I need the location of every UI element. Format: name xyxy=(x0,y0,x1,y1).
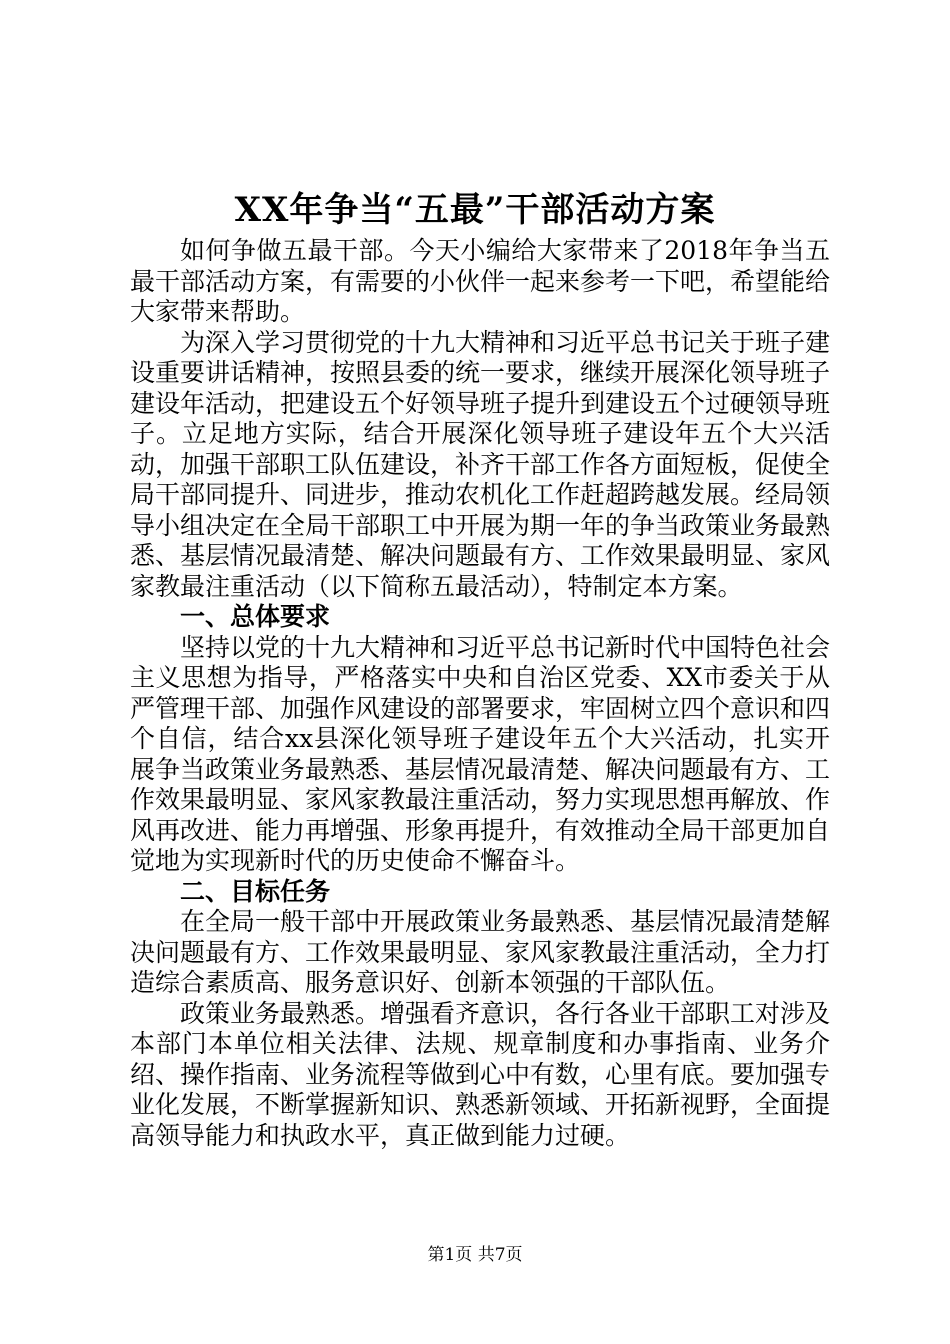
paragraph-background: 为深入学习贯彻党的十九大精神和习近平总书记关于班子建设重要讲话精神，按照县委的统一要求，继续开展深化领导班子建设年活动，把建设五个好领导班子提升到建设五个过硬领导班子。立足地方实际，结合开展深化领导班子建设年五个大兴活动，加强干部职工队伍建设，补齐干部工作各方面短板，促使全局干部同提升、同进步，推动农机化工作赶超跨越发展。经局领导小组决定在全局干部职工中开展为期一年的争当政策业务最熟悉、基层情况最清楚、解决问题最有方、工作效果最明显、家风家教最注重活动（以下简称五最活动），特制定本方案。 xyxy=(130,327,831,601)
paragraph-policy-familiarity: 政策业务最熟悉。增强看齐意识，各行各业干部职工对涉及本部门本单位相关法律、法规、规章制度和办事指南、业务介绍、操作指南、业务流程等做到心中有数，心里有底。要加强专业化发展，不断掌握新知识、熟悉新领域、开拓新视野，全面提高领导能力和执政水平，真正做到能力过硬。 xyxy=(130,998,831,1150)
page-number: 第1页 共7页 xyxy=(427,1245,523,1265)
section-heading-general-requirements: 一、总体要求 xyxy=(180,602,331,631)
document-body xyxy=(130,236,830,1151)
paragraph-goals: 在全局一般干部中开展政策业务最熟悉、基层情况最清楚解决问题最有方、工作效果最明显、家风家教最注重活动，全力打造综合素质高、服务意识好、创新本领强的干部队伍。 xyxy=(130,907,831,997)
paragraph-general-requirements: 坚持以党的十九大精神和习近平总书记新时代中国特色社会主义思想为指导，严格落实中央和自治区党委、XX市委关于从严管理干部、加强作风建设的部署要求，牢固树立四个意识和四个自信，结合xx县深化领导班子建设年五个大兴活动，扎实开展争当政策业务最熟悉、基层情况最清楚、解决问题最有方、工作效果最明显、家风家教最注重活动，努力实现思想再解放、作风再改进、能力再增强、形象再提升，有效推动全局干部更加自觉地为实现新时代的历史使命不懈奋斗。 xyxy=(130,632,831,875)
document-title: XX年争当“五最”干部活动方案 xyxy=(234,190,716,230)
section-heading-goals-tasks: 二、目标任务 xyxy=(180,876,331,906)
paragraph-intro: 如何争做五最干部。今天小编给大家带来了2018年争当五最干部活动方案，有需要的小伙伴一起来参考一下吧，希望能给大家带来帮助。 xyxy=(130,236,831,326)
